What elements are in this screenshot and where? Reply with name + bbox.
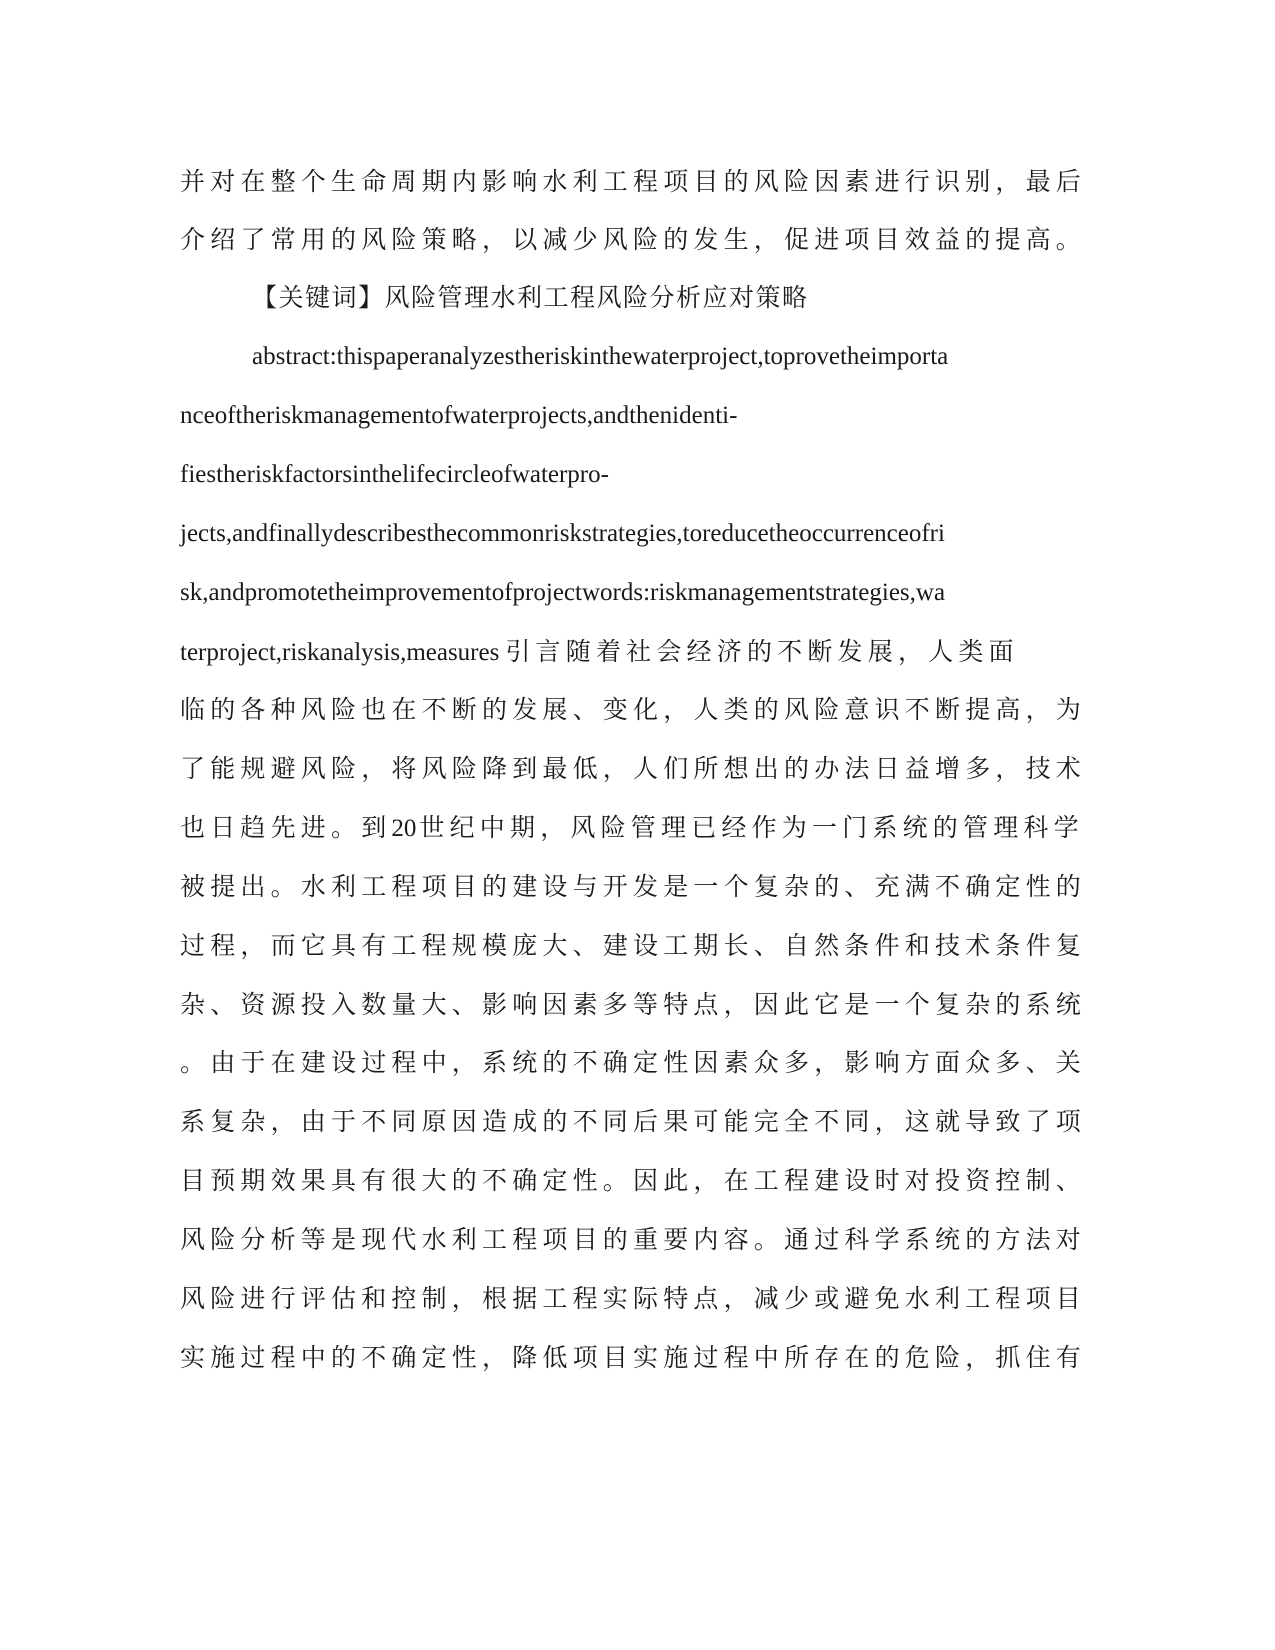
abstract-line: jects,andfinallydescribesthecommonriskstrategies,toreducetheoccurrenceofri: [180, 520, 945, 547]
century-number: 20: [391, 815, 417, 842]
mixed-text-line: [180, 632, 1030, 672]
body-text-line: 过程，而它具有工程规模庞大、建设工期长、自然条件和技术条件复: [180, 931, 1087, 960]
body-text-line: 介绍了常用的风险策略，以减少风险的发生，促进项目效益的提高。: [180, 225, 1087, 254]
body-text-line: 目预期效果具有很大的不确定性。因此，在工程建设时对投资控制、: [180, 1166, 1087, 1195]
body-text-line: 风险进行评估和控制，根据工程实际特点，减少或避免水利工程项目: [180, 1284, 1087, 1313]
body-text-line: 了能规避风险，将风险降到最低，人们所想出的办法日益增多，技术: [180, 754, 1087, 783]
body-text-line: 杂、资源投入数量大、影响因素多等特点，因此它是一个复杂的系统: [180, 990, 1087, 1019]
keywords-line: 【关键词】风险管理水利工程风险分析应对策略: [252, 283, 809, 312]
body-text-line: 系复杂，由于不同原因造成的不同后果可能完全不同，这就导致了项: [180, 1107, 1087, 1136]
abstract-line: nceoftheriskmanagementofwaterprojects,andthenidenti-: [180, 402, 738, 429]
mixed-text-line: [180, 808, 1084, 848]
intro-start: 引言随着社会经济的不断发展，人类面: [505, 637, 1019, 666]
body-text-line: 临的各种风险也在不断的发展、变化，人类的风险意识不断提高，为: [180, 695, 1087, 724]
abstract-line: fiestheriskfactorsinthelifecircleofwaterpro-: [180, 461, 609, 488]
abstract-line: abstract:thispaperanalyzestheriskinthewaterproject,toprovetheimporta: [252, 343, 949, 370]
abstract-tail: terproject,riskanalysis,measures: [180, 639, 500, 666]
abstract-line: sk,andpromotetheimprovementofprojectwords:riskmanagementstrategies,wa: [180, 579, 946, 606]
body-text-line: 。由于在建设过程中，系统的不确定性因素众多，影响方面众多、关: [180, 1048, 1087, 1077]
body-text-line: 被提出。水利工程项目的建设与开发是一个复杂的、充满不确定性的: [180, 872, 1087, 901]
body-text-line: 风险分析等是现代水利工程项目的重要内容。通过科学系统的方法对: [180, 1225, 1087, 1254]
body-text-segment: 世纪中期，风险管理已经作为一门系统的管理科学: [419, 813, 1084, 842]
body-text-line: 实施过程中的不确定性，降低项目实施过程中所存在的危险，抓住有: [180, 1343, 1087, 1372]
body-text-line: 并对在整个生命周期内影响水利工程项目的风险因素进行识别，最后: [180, 167, 1087, 196]
body-text-segment: 也日趋先进。到: [180, 813, 392, 842]
